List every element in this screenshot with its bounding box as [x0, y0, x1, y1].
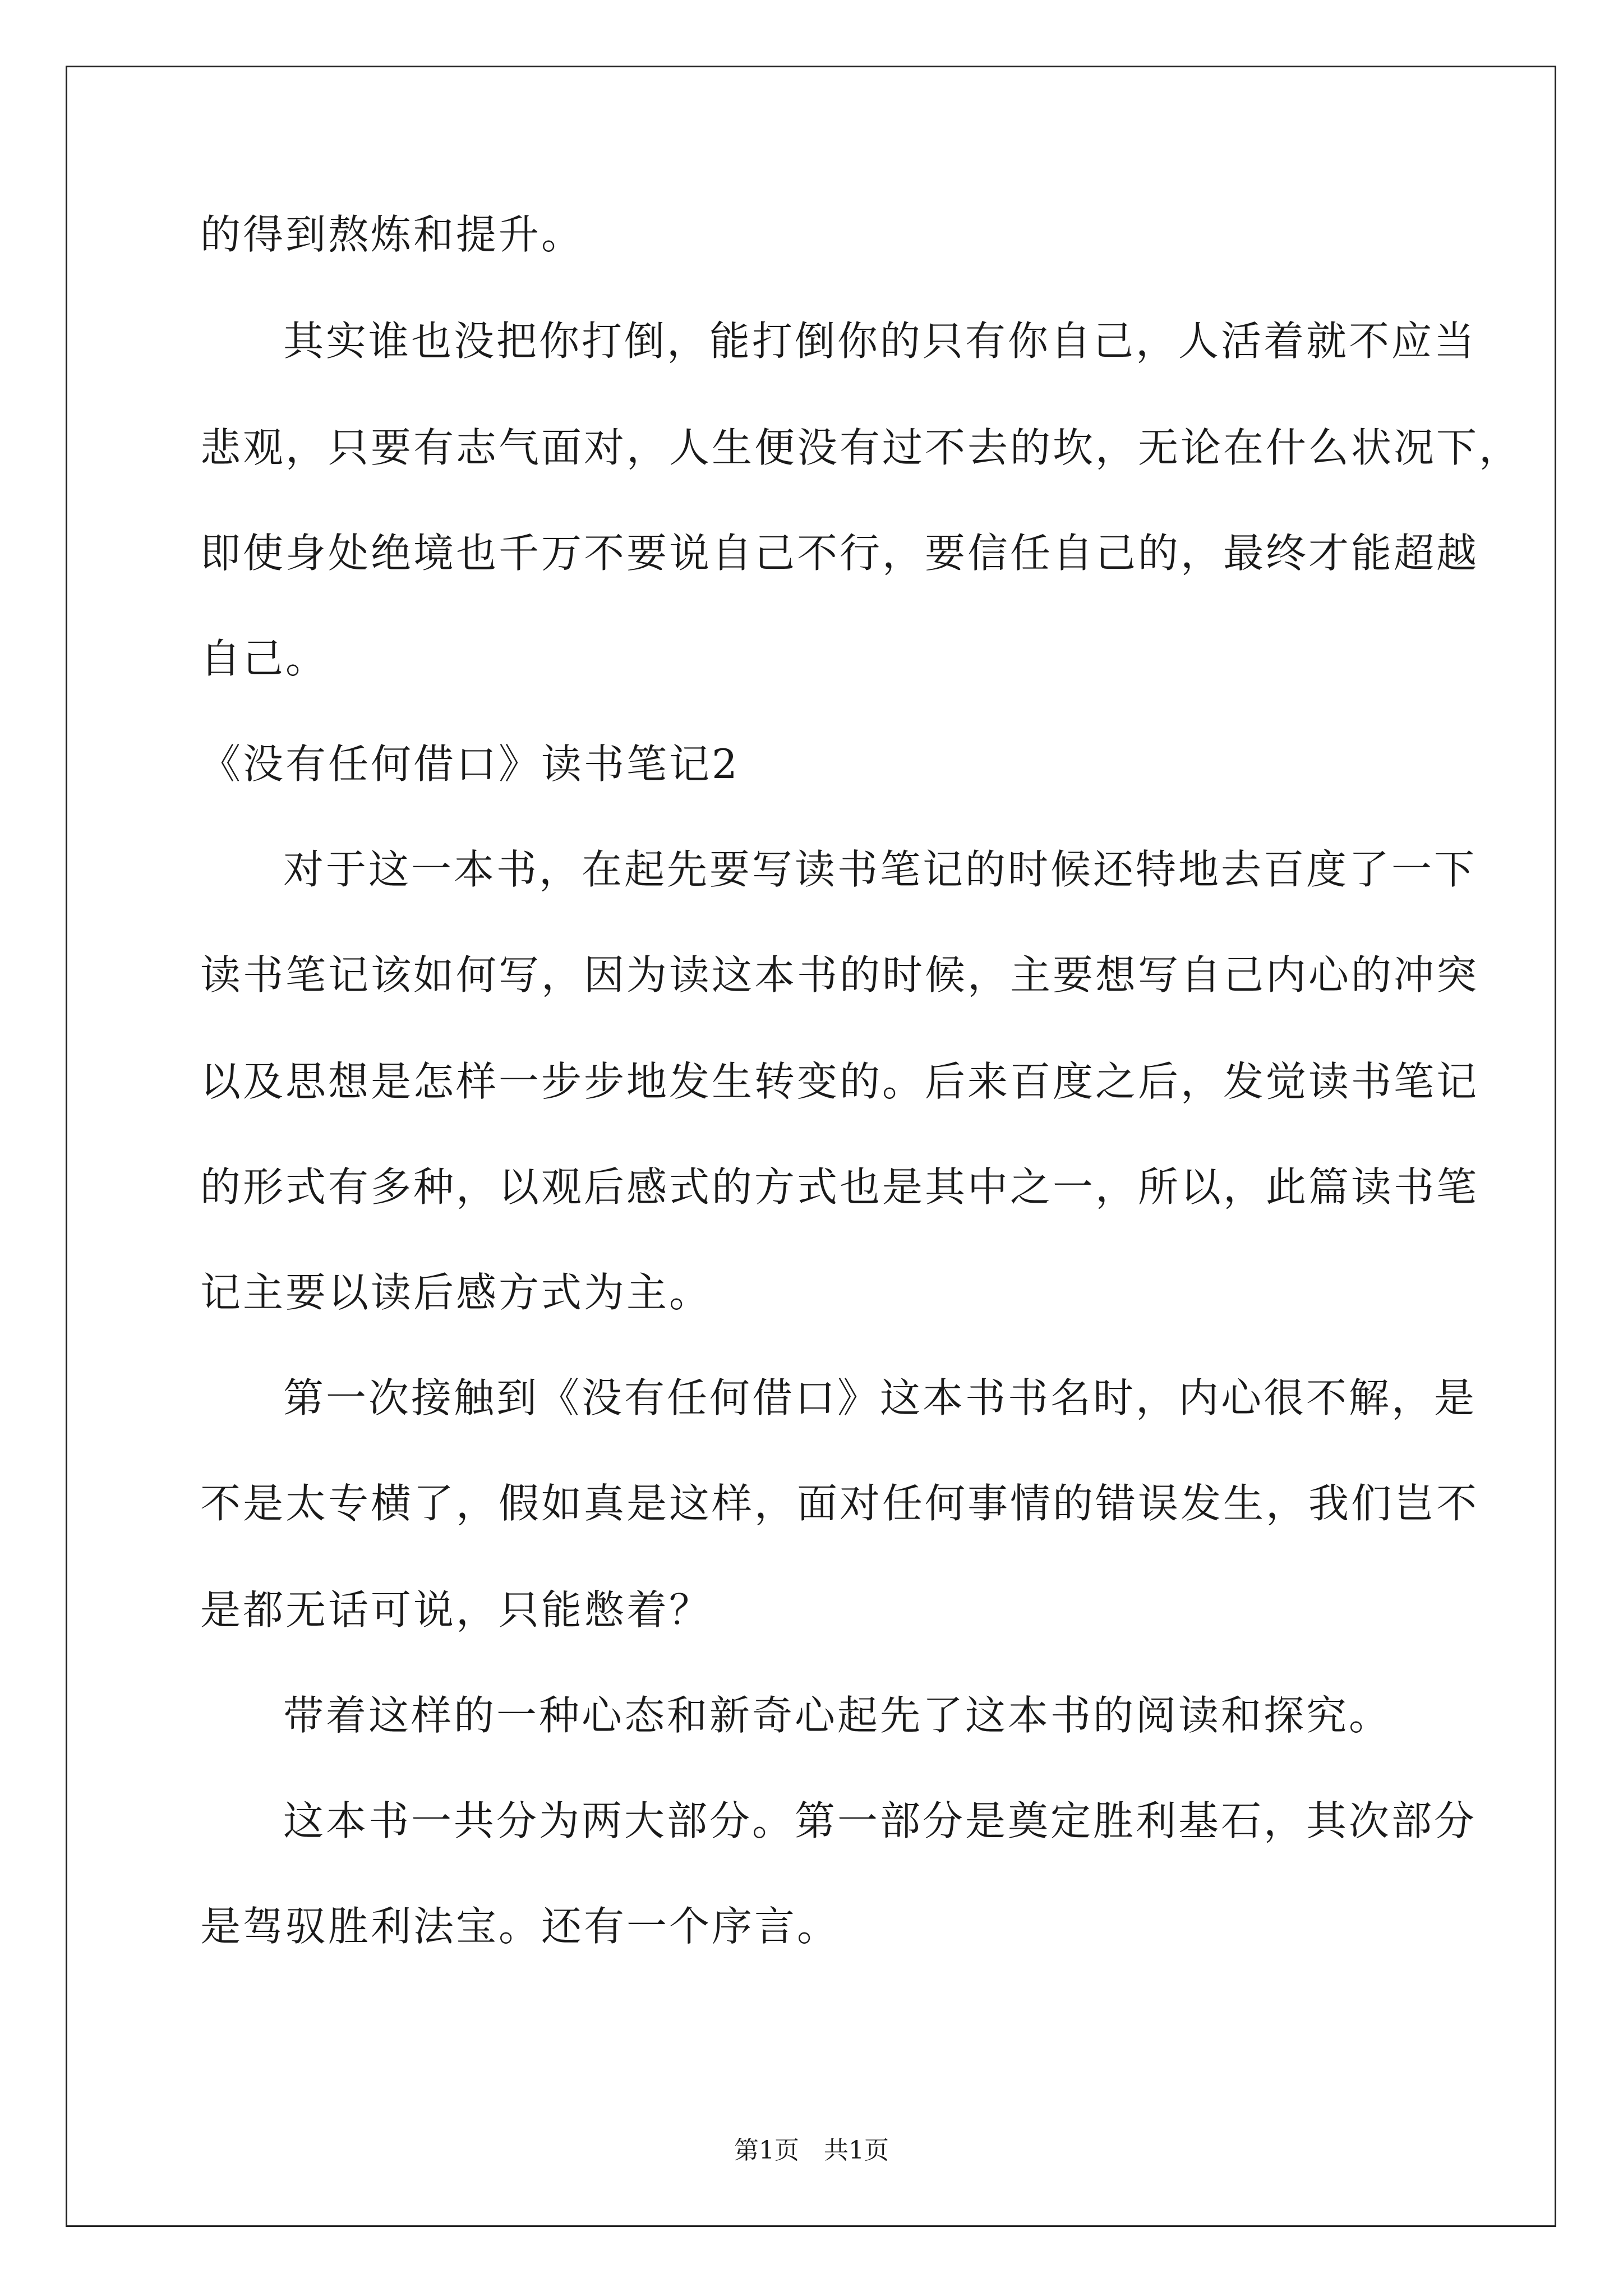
paragraph-line: 记主要以读后感方式为主。 — [200, 1269, 712, 1316]
paragraph-line: 的得到熬炼和提升。 — [200, 211, 584, 258]
page-footer: 第1页 共1页 — [734, 2136, 889, 2165]
paragraph-line: 其实谁也没把你打倒，能打倒你的只有你自己，人活着就不应当 — [283, 318, 1477, 365]
paragraph-line: 以及思想是怎样一步步地发生转变的。后来百度之后，发觉读书笔记 — [200, 1058, 1479, 1105]
paragraph-line: 是驾驭胜利法宝。还有一个序言。 — [200, 1903, 840, 1950]
paragraph-line: 悲观，只要有志气面对，人生便没有过不去的坎，无论在什么状况下， — [200, 424, 1522, 471]
paragraph-line: 即使身处绝境也千万不要说自己不行，要信任自己的，最终才能超越 — [200, 530, 1479, 577]
paragraph-line: 读书笔记该如何写，因为读这本书的时候，主要想写自己内心的冲突 — [200, 951, 1479, 999]
paragraph-line: 的形式有多种，以观后感式的方式也是其中之一，所以，此篇读书笔 — [200, 1163, 1479, 1211]
paragraph-line: 这本书一共分为两大部分。第一部分是奠定胜利基石，其次部分 — [283, 1797, 1477, 1844]
paragraph-line: 第一次接触到《没有任何借口》这本书书名时，内心很不解，是 — [283, 1374, 1477, 1421]
section-heading: 《没有任何借口》读书笔记2 — [200, 740, 740, 788]
paragraph-line: 不是太专横了，假如真是这样，面对任何事情的错误发生，我们岂不 — [200, 1480, 1479, 1527]
paragraph-line: 自己。 — [200, 635, 329, 682]
paragraph-line: 对于这一本书，在起先要写读书笔记的时候还特地去百度了一下 — [283, 846, 1477, 893]
paragraph-line: 是都无话可说，只能憋着？ — [200, 1586, 712, 1634]
paragraph-line: 带着这样的一种心态和新奇心起先了这本书的阅读和探究。 — [283, 1692, 1392, 1739]
